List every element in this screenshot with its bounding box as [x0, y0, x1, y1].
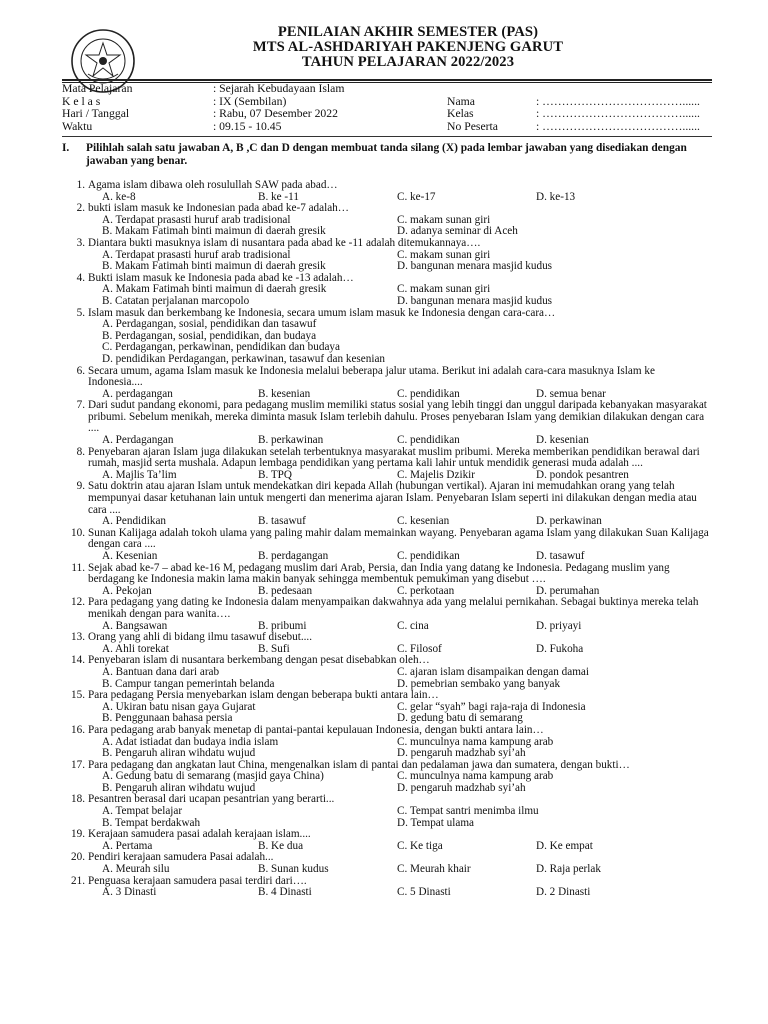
answer-option: B. Pengaruh aliran wihdatu wujud: [102, 747, 256, 760]
answer-option: D. priyayi: [536, 619, 582, 632]
answer-option: C. perkotaan: [397, 584, 455, 597]
answer-option: A. Pekojan: [102, 584, 152, 597]
question-text: [62, 366, 712, 389]
answer-option: A. Ukiran batu nisan gaya Gujarat: [102, 700, 256, 713]
answer-option: A. Makam Fatimah binti maimun di daerah gresik: [102, 283, 327, 296]
answer-option: A. perdagangan: [102, 387, 173, 400]
answer-option: A. Pendidikan: [102, 515, 167, 528]
answer-option: D. semua benar: [536, 387, 606, 400]
question-number: 4.: [76, 271, 85, 284]
answer-option: C. kesenian: [397, 515, 450, 528]
question-text: [62, 632, 712, 644]
question-item: [62, 725, 712, 760]
question-body: Para pedagang Persia menyebarkan islam dengan beberapa bukti antara lain…: [88, 689, 439, 702]
question-number: 6.: [76, 364, 85, 377]
subject-label: Mata Pelajaran: [62, 82, 133, 95]
question-body: Secara umum, agama Islam masuk ke Indonesia melalui beberapa jalur utama. Berikut ini adalah cara-cara masuknya Islam ke Indonesia....: [88, 364, 655, 389]
question-number: 11.: [71, 561, 85, 574]
student-class-label: Kelas: [447, 107, 474, 121]
student-class-field: : ………………………………......: [536, 107, 700, 121]
question-item: [62, 203, 712, 238]
answer-option: B. Campur tangan pemerintah belanda: [102, 677, 275, 690]
question-number: 15.: [71, 689, 85, 702]
answer-option: C. makam sunan giri: [397, 248, 491, 261]
question-body: Islam masuk dan berkembang ke Indonesia, secara umum islam masuk ke Indonesia dengan cara-cara…: [88, 306, 556, 319]
question-body: Diantara bukti masuknya islam di nusantara pada abad ke -11 adalah ditemukannaya….: [88, 236, 481, 249]
question-item: [62, 852, 712, 875]
question-number: 9.: [76, 480, 85, 493]
answer-option: C. cina: [397, 619, 429, 632]
answer-option: C. makam sunan giri: [397, 283, 491, 296]
answer-option: B. Pengaruh aliran wihdatu wujud: [102, 781, 256, 794]
academic-year: TAHUN PELAJARAN 2022/2023: [301, 54, 515, 70]
answer-option: C. munculnya nama kampung arab: [397, 735, 554, 748]
answer-option: D. perumahan: [536, 584, 600, 597]
answer-option: A. Perdagangan: [102, 434, 174, 447]
question-number: 16.: [71, 723, 85, 736]
question-body: Orang yang ahli di bidang ilmu tasawuf disebut....: [88, 631, 313, 644]
answer-option: C. ke-17: [397, 190, 436, 203]
answer-option: B. perdagangan: [258, 550, 329, 562]
class-value: : IX (Sembilan): [213, 94, 287, 108]
answer-option: B. kesenian: [258, 387, 311, 400]
answer-option: A. Bangsawan: [102, 619, 168, 632]
question-text: [62, 447, 712, 470]
question-number: 1.: [76, 179, 85, 191]
info-divider: [62, 136, 712, 137]
answer-option: C. pendidikan: [397, 434, 460, 447]
question-text: [62, 690, 712, 702]
question-body: Bukti islam masuk ke Indonesia pada abad ke -13 adalah…: [88, 271, 354, 284]
question-text: [62, 876, 712, 888]
answer-option: C. 5 Dinasti: [397, 886, 451, 899]
answer-option: A. Adat istiadat dan budaya india islam: [102, 735, 279, 748]
question-item: [62, 794, 712, 829]
time-label: Waktu: [62, 119, 93, 133]
question-number: 21.: [71, 874, 85, 887]
question-item: [62, 829, 712, 852]
answer-option: D. pengaruh madzhab syi’ah: [397, 747, 526, 760]
question-text: [62, 238, 712, 250]
question-item: [62, 528, 712, 563]
answer-option: D. Tempat ulama: [397, 816, 474, 829]
answer-option: C. makam sunan giri: [397, 213, 491, 226]
time-value: : 09.15 - 10.45: [213, 119, 282, 133]
question-number: 5.: [76, 306, 85, 319]
answer-option: D. Ke empat: [536, 839, 593, 852]
answer-option: B. perkawinan: [258, 434, 324, 447]
question-list: [62, 180, 712, 899]
question-text: [62, 829, 712, 841]
question-item: [62, 180, 712, 203]
question-number: 7.: [76, 399, 85, 412]
answer-option: C. Filosof: [397, 642, 442, 655]
question-item: [62, 690, 712, 725]
answer-option: B. ke -11: [258, 190, 299, 203]
answer-option: A. Gedung batu di semarang (masjid gaya China): [102, 770, 324, 783]
question-number: 18.: [71, 793, 85, 806]
answer-option: B. Sufi: [258, 642, 290, 655]
answer-option: A. ke-8: [102, 190, 136, 203]
question-item: [62, 400, 712, 446]
answer-option: D. perkawinan: [536, 515, 602, 528]
answer-option: B. Ke dua: [258, 839, 304, 852]
question-body: Kerajaan samudera pasai adalah kerajaan islam....: [88, 828, 311, 841]
answer-option: B. Penggunaan bahasa persia: [102, 712, 233, 725]
participant-number-field: : ………………………………......: [536, 119, 700, 133]
question-body: Para pedagang yang dating ke Indonesia dalam menyampaikan dakwahnya ada yang melalui pernikahan. Sebagai buktinya mereka telah menikah dengan para wanita….: [88, 596, 699, 620]
question-item: [62, 760, 712, 795]
question-item: [62, 238, 712, 273]
question-number: 12.: [71, 596, 85, 609]
answer-option: D. kesenian: [536, 434, 589, 447]
answer-option: A. Ahli torekat: [102, 642, 169, 655]
date-value: : Rabu, 07 Desember 2022: [213, 107, 338, 121]
question-item: [62, 447, 712, 482]
subject-value: : Sejarah Kebudayaan Islam: [213, 82, 345, 95]
answer-option: A. Terdapat prasasti huruf arab tradisional: [102, 213, 291, 226]
answer-option: A. Perdagangan, sosial, pendidikan dan tasawuf: [102, 318, 317, 331]
question-number: 10.: [71, 526, 85, 539]
answer-option: A. Terdapat prasasti huruf arab tradisional: [102, 248, 291, 261]
question-number: 14.: [71, 654, 85, 667]
class-label: K e l a s: [62, 94, 101, 108]
answer-option: D. bangunan menara masjid kudus: [397, 294, 553, 307]
question-item: [62, 655, 712, 690]
answer-option: B. tasawuf: [258, 515, 306, 528]
header-divider: [62, 79, 712, 81]
answer-option: D. ke-13: [536, 190, 576, 203]
question-item: [62, 597, 712, 632]
exam-info: [62, 83, 712, 133]
question-item: [62, 563, 712, 598]
exam-title: PENILAIAN AKHIR SEMESTER (PAS): [277, 24, 539, 40]
question-body: Penguasa kerajaan samudera pasai terdiri dari….: [88, 874, 307, 887]
answer-option: D. bangunan menara masjid kudus: [397, 260, 553, 273]
answer-option: D. adanya seminar di Aceh: [397, 225, 518, 238]
answer-option: D. Fukoha: [536, 642, 584, 655]
question-text: [62, 528, 712, 551]
question-number: 8.: [76, 445, 85, 458]
answer-option: C. munculnya nama kampung arab: [397, 770, 554, 783]
answer-option: D. pemebrian sembako yang banyak: [397, 677, 561, 690]
question-text: [62, 597, 712, 620]
question-body: Dari sudut pandang ekonomi, para pedagang muslim memiliki status sosial yang lebih tinggi dan unggul daripada kebanyakan masyarakat pribumi. Sebelum menikah, mereka diminta masuk Islam terlebih dahulu. Proses penyebaran Islam yang demikian dilakukan dengan cara ....: [88, 399, 707, 435]
answer-option: C. Perdagangan, perkawinan, pendidikan dan budaya: [102, 341, 340, 354]
answer-option: C. gelar “syah” bagi raja-raja di Indonesia: [397, 700, 586, 713]
question-item: [62, 366, 712, 401]
answer-option: C. pendidikan: [397, 550, 460, 562]
question-body: Sunan Kalijaga adalah tokoh ulama yang paling mahir dalam memainkan wayang. Penyebaran agama Islam yang dilakukan Suan Kalijaga dengan cara ....: [88, 526, 709, 551]
answer-option: A. Majlis Ta’lim: [102, 468, 177, 481]
answer-option: D. tasawuf: [536, 550, 585, 562]
answer-option: A. Pertama: [102, 839, 153, 852]
answer-option: B. Catatan perjalanan marcopolo: [102, 294, 250, 307]
answer-option: A. Tempat belajar: [102, 805, 183, 818]
answer-option: B. 4 Dinasti: [258, 886, 312, 899]
answer-option: B. Perdagangan, sosial, pendidikan, dan budaya: [102, 329, 317, 342]
question-item: [62, 273, 712, 308]
answer-option: D. Raja perlak: [536, 863, 601, 876]
question-number: 19.: [71, 828, 85, 841]
question-body: Pesantren berasal dari ucapan pesantrian yang berarti...: [88, 793, 335, 806]
question-text: [62, 481, 712, 516]
answer-option: D. pondok pesantren: [536, 468, 629, 481]
question-body: Penyebaran ajaran Islam juga dilakukan setelah terbentuknya masyarakat muslim pribumi. Mereka memberikan pendidikan berawal dari rumah, masjid serta mushala. Adapun lembaga pendidikan yang pertama kali lahir untuk mendidik generasi muda adalah ....: [88, 445, 700, 470]
answer-option: C. pendidikan: [397, 387, 460, 400]
answer-option: B. pedesaan: [258, 584, 313, 597]
answer-option: B. Makam Fatimah binti maimun di daerah gresik: [102, 260, 326, 273]
question-number: 3.: [76, 236, 85, 249]
question-number: 20.: [71, 851, 85, 864]
answer-option: C. Ke tiga: [397, 839, 443, 852]
name-label: Nama: [447, 94, 475, 108]
answer-option: D. gedung batu di semarang: [397, 712, 523, 725]
answer-option: A. Meurah silu: [102, 863, 170, 876]
question-body: Agama islam dibawa oleh rosulullah SAW pada abad…: [88, 179, 338, 191]
answer-option: C. Majelis Dzikir: [397, 468, 475, 481]
question-item: [62, 632, 712, 655]
question-item: [62, 481, 712, 527]
answer-option: D. 2 Dinasti: [536, 886, 591, 899]
question-body: Para pedagang dan angkatan laut China, mengenalkan islam di pantai dan pedalaman jawa dan sumatera, dengan bukti…: [88, 758, 630, 771]
instruction-text: Pilihlah salah satu jawaban A, B ,C dan D dengan membuat tanda silang (X) pada lembar jawaban yang disediakan dengan jawaban yang benar.: [86, 142, 687, 168]
question-body: Penyebaran islam di nusantara berkembang dengan pesat disebabkan oleh…: [88, 654, 430, 667]
answer-option: C. ajaran islam disampaikan dengan damai: [397, 665, 589, 678]
question-body: Para pedagang arab banyak menetap di pantai-pantai kepulauan Indonesia, dengan bukti antara lain…: [88, 723, 544, 736]
question-body: Pendiri kerajaan samudera Pasai adalah...: [88, 851, 274, 864]
answer-option: B. Makam Fatimah binti maimun di daerah gresik: [102, 225, 326, 238]
question-body: Satu doktrin atau ajaran Islam untuk mendekatkan diri kepada Allah (hubungan vertikal). Ajaran ini memudahkan orang yang telah mempunyai dasar ketuhanan lain untuk mengerti dan menerima ajaran Islam. Penyebaran Islam seperti ini dilakukan dengan media atau cara ....: [88, 480, 697, 516]
question-text: [62, 180, 712, 192]
answer-option: B. pribumi: [258, 619, 307, 632]
question-number: 17.: [71, 758, 85, 771]
answer-option: C. Tempat santri menimba ilmu: [397, 805, 539, 818]
name-field: : ………………………………......: [536, 94, 700, 108]
school-name: MTS AL-ASHDARIYAH PAKENJENG GARUT: [252, 39, 564, 55]
question-text: [62, 400, 712, 435]
answer-option: D. pendidikan Perdagangan, perkawinan, tasawuf dan kesenian: [102, 352, 386, 365]
participant-number-label: No Peserta: [447, 119, 498, 133]
answer-option: A. Kesenian: [102, 550, 158, 562]
question-number: 13.: [71, 631, 85, 644]
answer-option: A. Bantuan dana dari arab: [102, 665, 220, 678]
question-item: [62, 308, 712, 366]
answer-option: D. pengaruh madzhab syi’ah: [397, 781, 526, 794]
section-instruction: [62, 142, 712, 168]
question-body: bukti islam masuk ke Indonesian pada abad ke-7 adalah…: [88, 202, 349, 215]
section-number: I.: [62, 142, 70, 154]
question-text: [62, 563, 712, 586]
question-number: 2.: [76, 202, 85, 215]
question-item: [62, 876, 712, 899]
date-label: Hari / Tanggal: [62, 107, 130, 121]
answer-option: B. Sunan kudus: [258, 863, 329, 876]
answer-option: B. Tempat berdakwah: [102, 816, 201, 829]
answer-option: A. 3 Dinasti: [102, 886, 157, 899]
answer-option: B. TPQ: [258, 468, 292, 481]
question-text: [62, 725, 712, 737]
answer-option: C. Meurah khair: [397, 863, 471, 876]
question-body: Sejak abad ke-7 – abad ke-16 M, pedagang muslim dari Arab, Persia, dan India yang datang ke Indonesia. Pedagang muslim yang berdagang ke Indonesia makin lama makin banyak sehingga membentuk pemukiman yang disebut ….: [88, 561, 670, 586]
exam-header: [0, 25, 768, 70]
